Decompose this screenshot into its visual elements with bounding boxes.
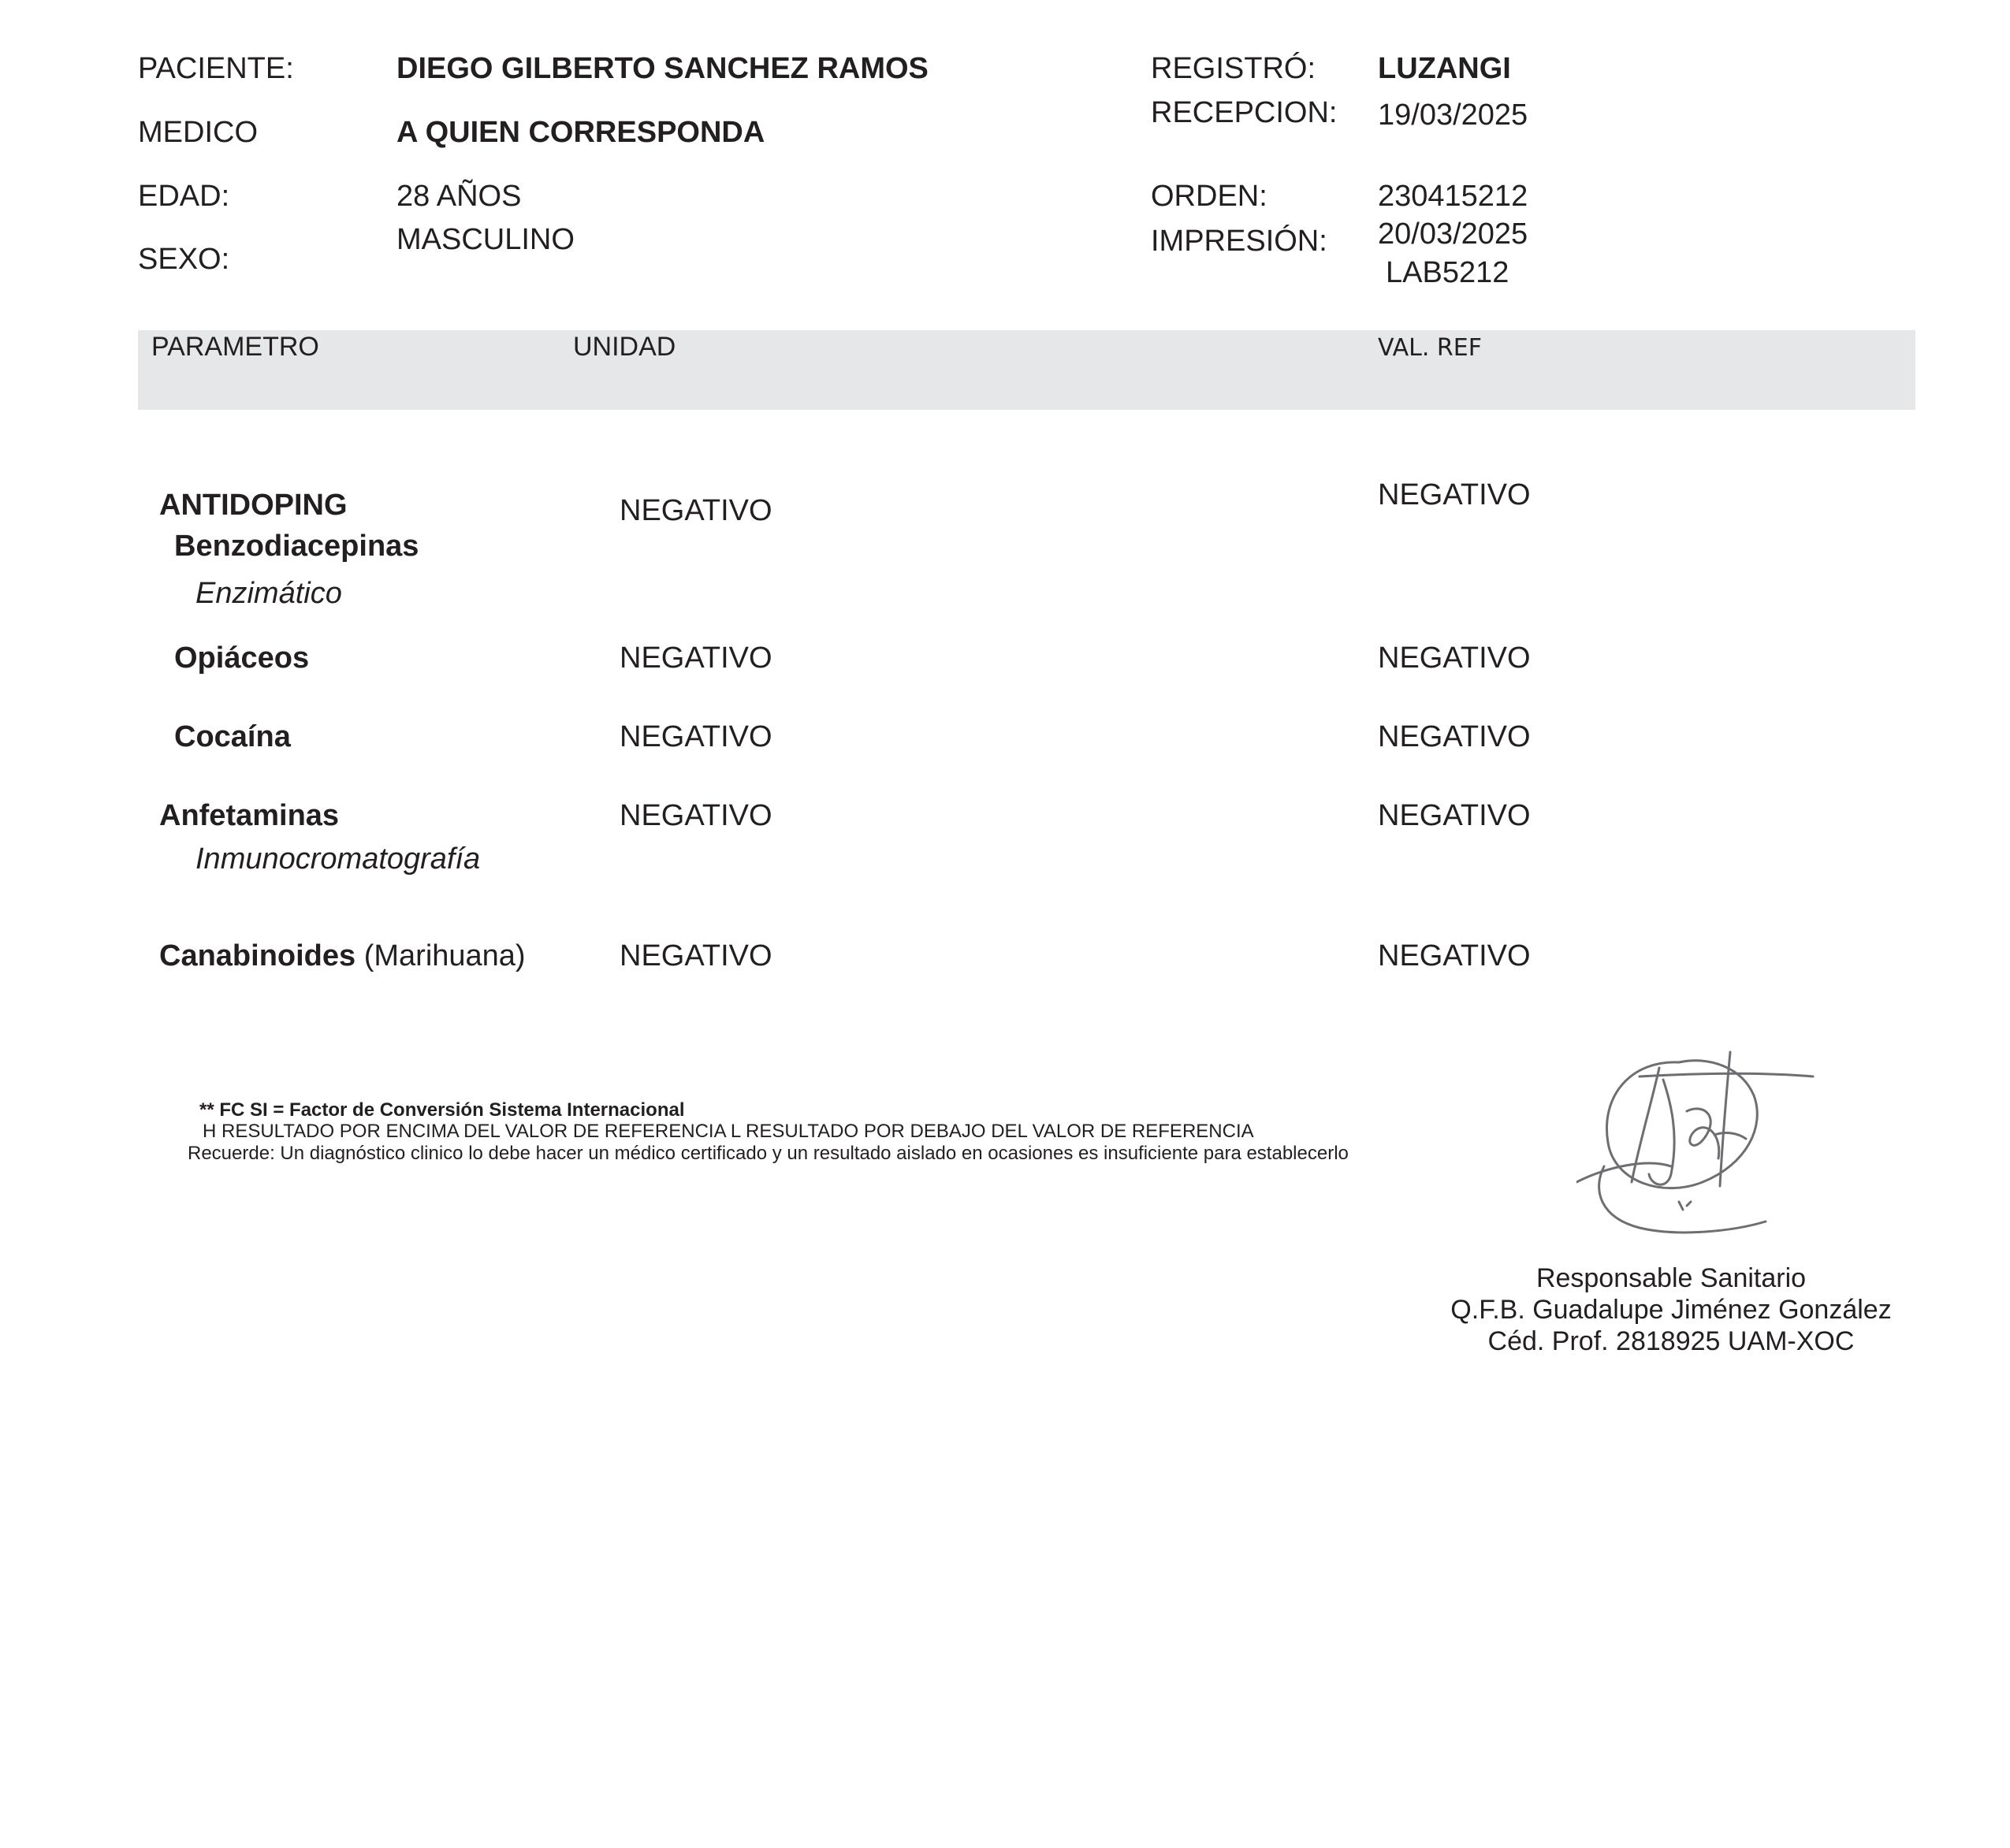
reception-label: RECEPCION:: [1151, 96, 1338, 129]
registered-by-label: REGISTRÓ:: [1151, 52, 1316, 85]
parameter-canabinoides: [159, 938, 526, 974]
result-opiaceos: NEGATIVO: [620, 641, 772, 675]
patient-name: DIEGO GILBERTO SANCHEZ RAMOS: [396, 52, 929, 85]
reception-date: 19/03/2025: [1378, 99, 1528, 132]
signatory-role: Responsable Sanitario: [1535, 1263, 1807, 1293]
order-label: ORDEN:: [1151, 180, 1267, 213]
parameter-name-cocaina: Cocaína: [174, 720, 291, 753]
reference-canabinoides: NEGATIVO: [1378, 939, 1531, 972]
parameter-name-anfetaminas: Anfetaminas: [159, 799, 340, 832]
method-inmunocromatografia: Inmunocromatografía: [195, 842, 481, 876]
patient-label: PACIENTE:: [138, 52, 294, 85]
method-enzimatico: Enzimático: [195, 577, 342, 610]
parameter-name-suffix: (Marihuana): [363, 939, 526, 972]
doctor-label: MEDICO: [138, 116, 258, 149]
reference-benzodiacepinas: NEGATIVO: [1378, 478, 1531, 511]
column-header-parametro: PARAMETRO: [151, 332, 319, 362]
table-header: [138, 330, 1915, 410]
sex-value: MASCULINO: [396, 223, 575, 256]
registered-by-value: LUZANGI: [1378, 52, 1511, 85]
doctor-name: A QUIEN CORRESPONDA: [396, 116, 765, 149]
signature-image: [1576, 1048, 1829, 1253]
column-header-val-ref: VAL. REF: [1378, 334, 1482, 362]
parameter-name-canabinoides: Canabinoides: [159, 939, 356, 972]
order-number: 230415212: [1378, 180, 1528, 213]
reference-opiaceos: NEGATIVO: [1378, 641, 1531, 675]
parameter-name-benzodiacepinas: Benzodiacepinas: [174, 530, 419, 563]
parameter-name-opiaceos: Opiáceos: [174, 641, 310, 675]
age-value: 28 AÑOS: [396, 180, 522, 213]
result-cocaina: NEGATIVO: [620, 720, 772, 753]
signatory-license: Céd. Prof. 2818925 UAM-XOC: [1487, 1326, 1855, 1356]
result-benzodiacepinas: NEGATIVO: [620, 494, 772, 527]
result-anfetaminas: NEGATIVO: [620, 799, 772, 832]
sex-label: SEXO:: [138, 243, 230, 276]
footnote-reminder: Recuerde: Un diagnóstico clinico lo debe hacer un médico certificado y un resultado aislado en ocasiones es insuficiente para establecerlo: [188, 1143, 1349, 1164]
lab-code: LAB5212: [1386, 256, 1509, 289]
footnote-fc-si: ** FC SI = Factor de Conversión Sistema Internacional: [199, 1099, 685, 1121]
print-label: IMPRESIÓN:: [1151, 225, 1327, 258]
group-title-antidoping: ANTIDOPING: [159, 489, 348, 522]
age-label: EDAD:: [138, 180, 230, 213]
column-header-unidad: UNIDAD: [573, 332, 676, 362]
footnote-h-l: H RESULTADO POR ENCIMA DEL VALOR DE REFERENCIA L RESULTADO POR DEBAJO DEL VALOR DE REFERENCIA: [203, 1121, 1254, 1142]
reference-anfetaminas: NEGATIVO: [1378, 799, 1531, 832]
signatory-name: Q.F.B. Guadalupe Jiménez González: [1450, 1295, 1892, 1325]
result-canabinoides: NEGATIVO: [620, 939, 772, 972]
reference-cocaina: NEGATIVO: [1378, 720, 1531, 753]
print-date: 20/03/2025: [1378, 218, 1528, 251]
